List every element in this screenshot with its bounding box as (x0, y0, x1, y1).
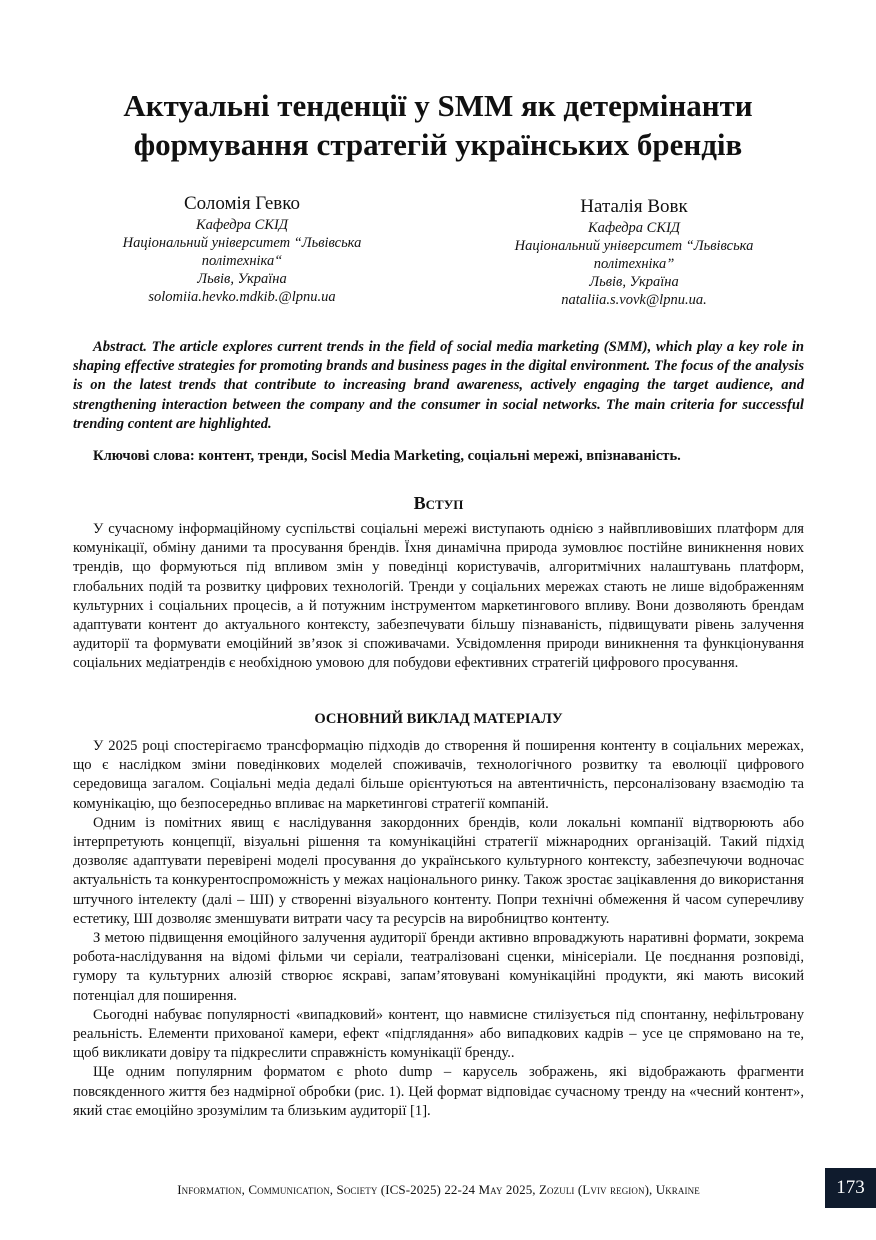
paragraph: У 2025 році спостерігаємо трансформацію підходів до створення й поширення контенту в соціальних мережах, що є наслідком зміни поведінкових моделей споживачів, технологічного розвитку та еволюції цифрового середовища загалом. Соціальні медіа дедалі більше орієнтуються на автентичність, персоналізовану взаємодію та комунікацію, що безпосередньо впливає на маркетингові стратегії компаній. (73, 738, 804, 812)
author-department: Кафедра СКІД (195, 217, 289, 233)
paragraph: Сьогодні набуває популярності «випадковий» контент, що навмисне стилізується під спонтанну, нефільтровану реальність. Елементи прихованої камери, ефект «підглядання» або випадкових кадрів – усе це спрямовано на те, щоб викликати довіру та підкреслити справжність комунікації бренду.. (73, 1006, 804, 1062)
author-block-2 (489, 195, 779, 309)
author-department: Кафедра СКІД (587, 220, 681, 236)
paragraph: З метою підвищення емоційного залучення аудиторії бренди активно впроваджують наративні формати, зокрема робота-наслідування на відомі фільми чи серіали, театралізовані сценки, мінісеріали. Це поєднання розповіді, гумору та культурних алюзій створює яскраві, запам’ятовувані комунікаційні продукти, які мають високий потенціал для поширення. (73, 930, 804, 1004)
intro-body (73, 520, 804, 674)
paragraph: Одним із помітних явищ є наслідування закордонних брендів, коли локальні компанії відтворюють або інтерпретують концепції, візуальні рішення та комунікаційні стратегії міжнародних організацій. Такий підхід дозволяє адаптувати перевірені моделі просування до українського культурного контексту, забезпечуючи водночас актуальність та конкурентоспроможність у межах національного ринку. Також зростає зацікавлення до використання штучного інтелекту (далі – ШІ) у створенні візуального контенту. Попри технічні обмеження й часом суперечливу естетику, ШІ дозволяє зменшувати витрати часу та ресурсів на виробництво контенту. (73, 814, 804, 927)
main-body (73, 737, 804, 1121)
keywords: Ключові слова: контент, тренди, Socisl Media Marketing, соціальні мережі, впізнаваність. (93, 448, 681, 464)
author-city: Львів, Україна (589, 274, 679, 290)
author-name: Соломія Гевко (183, 193, 301, 214)
paragraph: У сучасному інформаційному суспільстві соціальні мережі виступають однією з найвпливовіших платформ для комунікації, обміну даними та просування брендів. Їхня динамічна природа зумовлює постійне виникнення нових трендів, що формуються під впливом змін у поведінці користувачів, алгоритмічних налаштувань платформ, глобальних подій та розвитку цифрових технологій. Тренди у соціальних мережах стають не лише відображенням культурних і соціальних процесів, а й потужним інструментом маркетингового впливу. Вони дозволяють брендам адаптувати контент до актуального контексту, забезпечувати більшу пізнаваність, підвищувати рівень залучення аудиторії та формувати емоційний зв’язок зі споживачами. Усвідомлення природи виникнення та функціонування соціальних медіатрендів є необхідною умовою для побудови ефективних стратегій цифрового просування. (73, 521, 804, 672)
abstract: Abstract. The article explores current trends in the field of social media marketing (SMM), which play a key role in shaping effective strategies for promoting brands and business pages in the digital environment. The focus of the analysis is on the latest trends that contribute to increasing brand awareness, actively engaging the target audience, and strengthening interaction between the company and the consumer in social networks. The main criteria for successful trending content are highlighted. (73, 339, 804, 432)
author-name: Наталія Вовк (580, 196, 688, 217)
page-footer: Information, Communication, Society (ICS-2025) 22-24 May 2025, Zozuli (Lviv region), Ukraine (177, 1182, 700, 1197)
author-city: Львів, Україна (197, 271, 287, 287)
author-email: solomiia.hevko.mdkib.@lpnu.ua (148, 289, 336, 305)
section-heading-intro: Вступ (413, 493, 464, 513)
author-university: Національний університет “Львівська політехніка” (514, 238, 754, 272)
author-university: Національний університет “Львівська політехніка“ (122, 235, 362, 269)
author-block-1 (97, 192, 387, 306)
page-number-badge: 173 (825, 1168, 876, 1208)
author-email: nataliia.s.vovk@lpnu.ua. (561, 292, 707, 308)
paragraph: Ще одним популярним форматом є photo dump – карусель зображень, які відображають фрагменти повсякденного життя без надмірної обробки (рис. 1). Цей формат відповідає сучасному тренду на «чесний контент», який стає емоційно зрозумілим та близьким аудиторії [1]. (73, 1064, 804, 1119)
paper-title: Актуальні тенденції у SMM як детермінанти формування стратегій українських брендів (123, 88, 753, 162)
section-heading-main: ОСНОВНИЙ ВИКЛАД МАТЕРІАЛУ (314, 711, 563, 727)
